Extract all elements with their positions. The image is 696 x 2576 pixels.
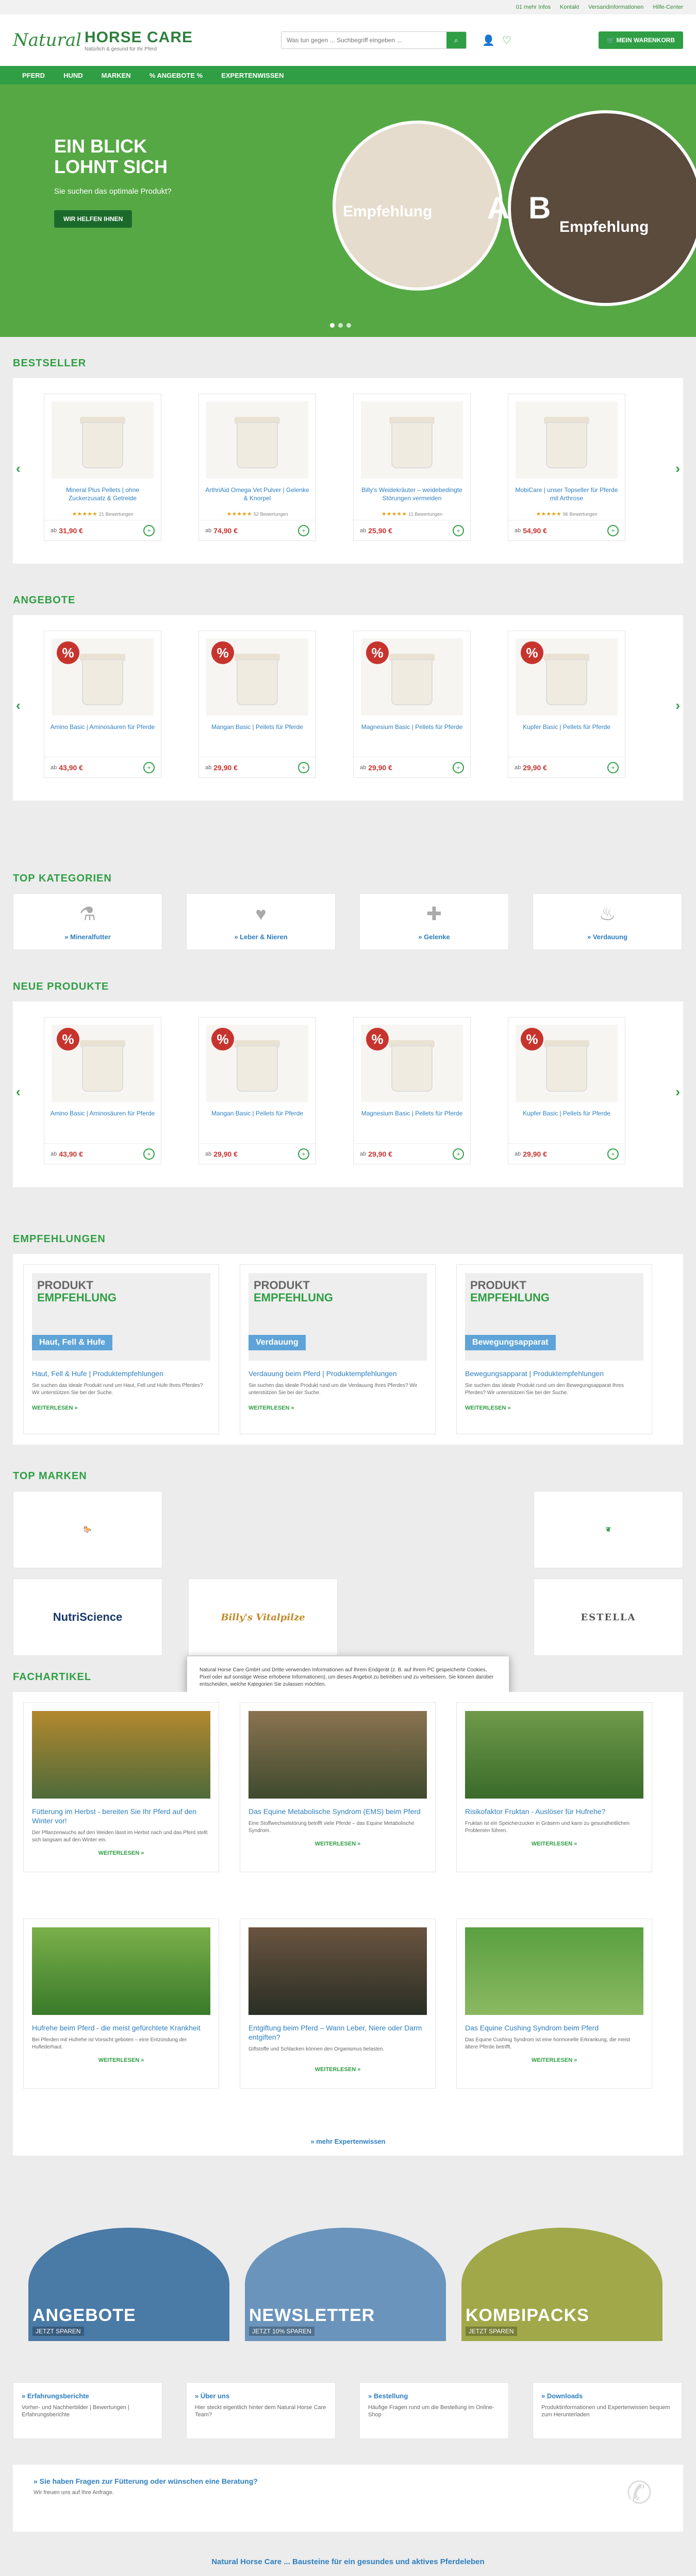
promo-sublabel: JETZT SPAREN [466, 2327, 517, 2336]
topbar-link-versand[interactable]: Versandinformationen [588, 4, 644, 10]
topbar-link-kontakt[interactable]: Kontakt [559, 4, 579, 10]
section-title-kategorien: TOP KATEGORIEN [13, 873, 112, 884]
product-name[interactable]: Billy's Weidekräuter – weidebedingte Störungen vermeiden [361, 486, 462, 502]
product-price: 43,90 € [59, 1149, 83, 1158]
product-name[interactable]: Mangan Basic | Pellets für Pferde [211, 1110, 303, 1117]
promo-circle[interactable] [245, 2228, 446, 2377]
product-price: 25,90 € [368, 526, 392, 535]
article-card[interactable] [456, 1919, 652, 2089]
section-title-marken: TOP MARKEN [13, 1470, 87, 1482]
category-tile[interactable] [533, 893, 682, 950]
product-footer [44, 757, 161, 777]
discount-badge: % [521, 1028, 543, 1050]
discount-badge: % [57, 1028, 79, 1050]
info-desc: Hier steckt eigentlich hinter dem Natural Horse Care Team? [195, 2404, 326, 2418]
product-price: 29,90 € [368, 1149, 392, 1158]
banner-heading-top: PRODUKT [37, 1279, 93, 1292]
search-button[interactable] [446, 32, 466, 48]
logo-name: HORSE CARE [84, 28, 193, 46]
discount-badge: % [211, 641, 234, 664]
neu-carousel [13, 1002, 683, 1187]
info-box[interactable] [13, 2382, 162, 2439]
product-rating [44, 511, 161, 520]
product-image[interactable] [52, 638, 154, 716]
promo-label: KOMBIPACKS [466, 2306, 589, 2325]
article-card[interactable] [240, 1919, 436, 2089]
article-photo[interactable] [32, 1927, 210, 2015]
hero-letter-a: A [487, 191, 510, 225]
category-tile[interactable] [359, 893, 509, 950]
category-label[interactable]: » Leber & Nieren [234, 933, 288, 941]
product-price: 29,90 € [523, 763, 547, 772]
product-jar [237, 422, 278, 468]
article-desc: Eine Stoffwechselstörung betrifft viele Pferde – das Equine Metabolische Syndrom. [248, 1821, 415, 1834]
nav-item-angebote[interactable]: % ANGEBOTE % [149, 71, 203, 79]
banner-label: Verdauung [248, 1335, 306, 1350]
product-name[interactable]: MobiCare | unser Topseller für Pferde mit Arthrose [515, 486, 618, 502]
article-card[interactable] [23, 1702, 219, 1872]
add-to-cart-icon[interactable]: + [143, 1148, 155, 1160]
article-photo[interactable] [465, 1927, 643, 2015]
product-rating [354, 1134, 470, 1143]
hero-slider [0, 84, 696, 337]
discount-badge: % [57, 641, 79, 664]
product-price: 29,90 € [213, 1149, 238, 1158]
product-image[interactable] [361, 638, 463, 716]
empfehlungen-panel [13, 1254, 683, 1445]
product-image[interactable] [516, 638, 618, 716]
product-footer [199, 520, 316, 540]
product-card[interactable] [353, 631, 471, 778]
product-footer [508, 757, 625, 777]
carousel-prev-icon[interactable]: ‹ [16, 461, 21, 476]
article-desc: Bei Pferden mit Hufrehe ist Vorsicht geboten – eine Entzündung der Huflederhaut. [32, 2037, 187, 2050]
product-footer [508, 520, 625, 540]
rating-count: 11 Bewertungen [408, 512, 443, 517]
read-more-link[interactable]: WEITERLESEN » [314, 1841, 361, 1847]
product-image[interactable] [52, 1025, 154, 1102]
product-footer [354, 520, 470, 540]
product-jar [237, 1045, 278, 1092]
info-box[interactable] [533, 2382, 682, 2439]
article-title[interactable]: Das Equine Cushing Syndrom beim Pferd [465, 2024, 599, 2032]
banner-heading [37, 1279, 117, 1304]
topbar-link-info[interactable]: 01 mehr Infos [516, 4, 551, 10]
add-to-cart-icon[interactable]: + [143, 525, 155, 536]
add-to-cart-icon[interactable]: + [298, 1148, 309, 1160]
product-jar [546, 422, 587, 468]
add-to-cart-icon[interactable]: + [453, 525, 464, 536]
brand-tile-leaf[interactable] [534, 1491, 683, 1568]
product-name[interactable]: Mineral Plus Pellets | ohne Zuckerzusatz & Getreide [66, 486, 139, 502]
product-image[interactable] [206, 401, 308, 479]
recommendation-title[interactable]: Bewegungsapparat | Produktempfehlungen [465, 1369, 604, 1378]
add-to-cart-icon[interactable]: + [143, 762, 155, 773]
hero-letter-b: B [528, 191, 551, 225]
heart-icon[interactable]: ♡ [502, 35, 511, 46]
recommendation-card[interactable] [23, 1264, 219, 1434]
nav-item-expertenwissen[interactable]: EXPERTENWISSEN [221, 71, 284, 79]
read-more-link[interactable]: WEITERLESEN » [248, 1405, 294, 1411]
info-box[interactable] [186, 2382, 336, 2439]
rating-stars: ★★★★★ [226, 511, 252, 517]
carousel-next-icon[interactable]: › [675, 1084, 680, 1099]
price-prefix: ab [360, 764, 367, 771]
price-prefix: ab [360, 527, 367, 534]
question-desc: Wir freuen uns auf Ihre Anfrage. [34, 2489, 114, 2496]
product-rating [354, 511, 470, 520]
rating-stars: ★★★★★ [381, 511, 407, 517]
category-tile[interactable] [186, 893, 336, 950]
add-to-cart-icon[interactable]: + [298, 525, 309, 536]
nav-item-marken[interactable]: MARKEN [101, 71, 131, 79]
category-label[interactable]: » Mineralfutter [64, 933, 111, 941]
user-icon[interactable]: 👤 [482, 35, 495, 46]
brand-tile-horse[interactable] [13, 1491, 162, 1568]
search-icon: ⌕ [454, 36, 459, 45]
product-name[interactable]: Amino Basic | Aminosäuren für Pferde [50, 1110, 155, 1117]
recommendation-title[interactable]: Verdauung beim Pferd | Produktempfehlungen [248, 1369, 397, 1378]
product-jar [391, 422, 433, 468]
info-desc: Produktinformationen und Expertenwissen bequem zum Herunterladen [541, 2404, 670, 2418]
add-to-cart-icon[interactable]: + [607, 1148, 619, 1160]
nav-item-pferd[interactable]: PFERD [22, 71, 45, 79]
article-title[interactable]: Entgiftung beim Pferd – Wann Leber, Niere oder Darm entgiften? [248, 2024, 422, 2041]
product-rating [508, 511, 625, 520]
section-title-empfehlungen: EMPFEHLUNGEN [13, 1233, 106, 1245]
slogan: Natural Horse Care ... Bausteine für ein gesundes und aktives Pferdeleben [211, 2557, 485, 2566]
promo-image [245, 2228, 446, 2341]
product-card[interactable] [508, 631, 625, 778]
product-rating [44, 1134, 161, 1143]
more-experts-link[interactable]: » mehr Expertenwissen [310, 2138, 386, 2145]
discount-badge: % [366, 641, 389, 664]
banner-heading-top: PRODUKT [254, 1279, 310, 1292]
article-card[interactable] [456, 1702, 652, 1872]
banner-heading-em: EMPFEHLUNG [470, 1291, 550, 1304]
info-title[interactable]: » Erfahrungsberichte [22, 2392, 89, 2400]
carousel-next-icon[interactable]: › [675, 461, 680, 476]
product-footer [44, 520, 161, 540]
article-title[interactable]: Fütterung im Herbst - bereiten Sie Ihr Pferd auf den Winter vor! [32, 1807, 197, 1825]
recommendation-desc: Sie suchen das ideale Produkt rund um Haut, Fell und Hufe Ihres Pferdes? Wir unterstützen Sie bei der Suche. [32, 1383, 203, 1396]
recommendation-banner [465, 1273, 643, 1361]
product-price: 29,90 € [368, 763, 392, 772]
product-name[interactable]: Kupfer Basic | Pellets für Pferde [523, 1110, 610, 1117]
article-photo[interactable] [248, 1711, 427, 1799]
read-more-link[interactable]: WEITERLESEN » [531, 1841, 577, 1847]
product-image[interactable] [52, 401, 154, 479]
price-prefix: ab [205, 1150, 212, 1157]
phone-icon: ✆ [626, 2476, 652, 2510]
question-box [13, 2465, 683, 2532]
hero-label-b: Empfehlung [559, 218, 649, 235]
slider-dot[interactable] [346, 323, 351, 328]
banner-heading [254, 1279, 333, 1304]
fachartikel-panel [13, 1692, 683, 2156]
banner-heading-top: PRODUKT [470, 1279, 526, 1292]
topbar-link-hilfe[interactable]: Hilfe-Center [653, 4, 683, 10]
cart-icon: 🛒 [607, 37, 617, 44]
product-card[interactable] [353, 1017, 471, 1164]
slider-dot[interactable] [338, 323, 343, 328]
carousel-prev-icon[interactable]: ‹ [16, 1084, 21, 1099]
cart-button[interactable]: 🛒 MEIN WARENKORB [599, 31, 683, 49]
price-prefix: ab [51, 527, 57, 534]
price-prefix: ab [515, 1150, 521, 1157]
add-to-cart-icon[interactable]: + [453, 1148, 464, 1160]
product-name[interactable]: Magnesium Basic | Pellets für Pferde [361, 1110, 463, 1117]
article-desc: Der Pflanzenwuchs auf den Weiden lässt im Herbst nach und das Pferd stellt sich langsam auf den Winter ein. [32, 1830, 208, 1843]
product-name[interactable]: Magnesium Basic | Pellets für Pferde [361, 723, 463, 731]
product-rating [199, 511, 316, 520]
product-card[interactable] [44, 1017, 161, 1164]
product-card[interactable] [198, 631, 316, 778]
price-prefix: ab [515, 764, 521, 771]
price-prefix: ab [205, 764, 212, 771]
product-jar [546, 659, 587, 705]
rating-count: 21 Bewertungen [98, 512, 134, 517]
discount-badge: % [366, 1028, 389, 1050]
product-image[interactable] [516, 401, 618, 479]
product-rating [508, 748, 625, 757]
price-prefix: ab [515, 527, 521, 534]
article-desc: Giftstoffe und Schlacken können den Organismus belasten. [248, 2046, 385, 2052]
slider-dots [330, 323, 351, 328]
article-card[interactable] [23, 1919, 219, 2089]
nav-item-hund[interactable]: HUND [63, 71, 83, 79]
banner-label: Bewegungsapparat [465, 1335, 556, 1350]
read-more-link[interactable]: WEITERLESEN » [465, 1405, 511, 1411]
product-jar [391, 659, 433, 705]
product-rating [44, 748, 161, 757]
hero-title: EIN BLICK LOHNT SICH [54, 135, 168, 177]
hero-cta-button[interactable]: WIR HELFEN IHNEN [54, 210, 132, 228]
category-icon: ♨ [599, 903, 616, 924]
product-name[interactable]: ArthriAid Omega Vet Pulver | Gelenke & Knorpel [205, 486, 309, 502]
read-more-link[interactable]: WEITERLESEN » [531, 2057, 577, 2063]
article-title[interactable]: Das Equine Metabolische Syndrom (EMS) beim Pferd [248, 1807, 421, 1816]
category-icon: ✚ [426, 903, 442, 924]
add-to-cart-icon[interactable]: + [607, 762, 619, 773]
info-title[interactable]: » Downloads [541, 2392, 583, 2400]
section-title-neu: NEUE PRODUKTE [13, 981, 109, 992]
brand-tile-estella[interactable]: ESTELLA [534, 1579, 683, 1656]
banner-heading [470, 1279, 550, 1304]
product-price: 29,90 € [523, 1149, 547, 1158]
top-bar [0, 0, 696, 14]
product-footer [354, 757, 470, 777]
article-title[interactable]: Hufrehe beim Pferd - die meist gefürchtete Krankheit [32, 2024, 201, 2032]
section-title-fachartikel: FACHARTIKEL [13, 1671, 92, 1683]
header-icons [482, 34, 511, 47]
article-title[interactable]: Risikofaktor Fruktan - Auslöser für Hufrehe? [465, 1807, 606, 1816]
article-photo[interactable] [248, 1927, 427, 2015]
article-photo[interactable] [465, 1711, 643, 1799]
read-more-link[interactable]: WEITERLESEN » [32, 1405, 78, 1411]
carousel-prev-icon[interactable]: ‹ [16, 698, 21, 713]
hero-text [54, 136, 183, 228]
banner-heading-em: EMPFEHLUNG [254, 1291, 333, 1304]
product-card[interactable] [198, 394, 316, 541]
product-card[interactable] [353, 394, 471, 541]
product-jar [82, 659, 123, 705]
price-prefix: ab [205, 527, 212, 534]
category-icon: ♥ [255, 903, 267, 924]
brand-tile-nutriscience[interactable]: NutriScience [13, 1579, 162, 1656]
product-image[interactable] [516, 1025, 618, 1102]
promo-image [461, 2228, 662, 2341]
product-jar [391, 1045, 433, 1092]
promo-sublabel: JETZT 10% SPAREN [249, 2327, 314, 2336]
product-footer [199, 1143, 316, 1164]
product-image[interactable] [361, 1025, 463, 1102]
promo-label: NEWSLETTER [249, 2306, 375, 2325]
product-jar [82, 1045, 123, 1092]
product-name[interactable]: Mangan Basic | Pellets für Pferde [211, 723, 303, 731]
product-card[interactable] [198, 1017, 316, 1164]
bestseller-carousel [13, 378, 683, 564]
price-prefix: ab [51, 764, 57, 771]
product-name[interactable]: Amino Basic | Aminosäuren für Pferde [50, 723, 155, 731]
product-image[interactable] [206, 638, 308, 716]
banner-label: Haut, Fell & Hufe [32, 1335, 112, 1350]
price-prefix: ab [51, 1150, 57, 1157]
main-nav [0, 66, 696, 84]
price-prefix: ab [360, 1150, 367, 1157]
product-footer [354, 1143, 470, 1164]
product-jar [237, 659, 278, 705]
product-rating [199, 748, 316, 757]
product-jar [82, 422, 123, 468]
logo-mark: Natural [13, 30, 81, 50]
product-rating [199, 1134, 316, 1143]
hero-subtitle: Sie suchen das optimale Produkt? [54, 187, 172, 196]
leaf-logo-icon: ❦ [605, 1526, 611, 1533]
carousel-next-icon[interactable]: › [675, 698, 680, 713]
recommendation-desc: Sie suchen das ideale Produkt rund um die Verdauung Ihres Pferdes? Wir unterstützen Sie bei der Suche. [248, 1383, 418, 1396]
horse-logo-icon: 🐎 [83, 1526, 92, 1533]
read-more-link[interactable]: WEITERLESEN » [98, 1850, 144, 1856]
rating-stars: ★★★★★ [72, 511, 97, 517]
brand-tile-billys[interactable]: Billy's Vitalpilze [188, 1579, 338, 1656]
add-to-cart-icon[interactable]: + [607, 525, 619, 536]
product-rating [508, 1134, 625, 1143]
info-desc: Vorher- und Nachherbilder | Bewertungen | Erfahrungsberichte [22, 2404, 129, 2418]
search-input[interactable] [281, 32, 446, 48]
section-title-angebote: ANGEBOTE [13, 595, 76, 606]
product-card[interactable] [508, 394, 625, 541]
promo-image [28, 2228, 229, 2341]
banner-heading-em: EMPFEHLUNG [37, 1291, 117, 1304]
category-label[interactable]: » Verdauung [587, 933, 628, 941]
article-photo[interactable] [32, 1711, 210, 1799]
product-footer [508, 1143, 625, 1164]
recommendation-banner [248, 1273, 427, 1361]
recommendation-card[interactable] [456, 1264, 652, 1434]
add-to-cart-icon[interactable]: + [298, 762, 309, 773]
recommendation-banner [32, 1273, 210, 1361]
rating-count: 52 Bewertungen [253, 512, 288, 517]
product-footer [199, 757, 316, 777]
header [0, 14, 696, 66]
product-rating [354, 748, 470, 757]
product-price: 29,90 € [213, 763, 238, 772]
logo-subtitle: Natürlich & gesund für Ihr Pferd [84, 46, 157, 52]
product-name[interactable]: Kupfer Basic | Pellets für Pferde [523, 723, 610, 731]
info-title[interactable]: » Bestellung [368, 2392, 408, 2400]
hero-label-a: Empfehlung [343, 203, 433, 220]
read-more-link[interactable]: WEITERLESEN » [98, 2057, 144, 2063]
info-desc: Häufige Fragen rund um die Bestellung im Online-Shop [368, 2404, 494, 2418]
product-image[interactable] [206, 1025, 308, 1102]
promo-label: ANGEBOTE [32, 2306, 136, 2325]
product-footer [44, 1143, 161, 1164]
recommendation-card[interactable] [240, 1264, 436, 1434]
rating-count: 96 Bewertungen [562, 512, 598, 517]
category-icon: ⚗ [79, 903, 96, 924]
slider-dot[interactable] [330, 323, 335, 328]
question-title[interactable]: » Sie haben Fragen zur Fütterung oder wünschen eine Beratung? [34, 2477, 258, 2485]
product-jar [546, 1045, 587, 1092]
article-desc: Fruktan ist ein Speicherzucker in Gräsern und kann zu gesundheitlichen Problemen führen. [465, 1821, 630, 1834]
product-card[interactable] [44, 631, 161, 778]
product-card[interactable] [508, 1017, 625, 1164]
product-price: 54,90 € [523, 526, 547, 535]
category-label[interactable]: » Gelenke [418, 933, 450, 941]
product-card[interactable] [44, 394, 161, 541]
product-price: 43,90 € [59, 763, 83, 772]
logo[interactable] [13, 29, 281, 52]
recommendation-desc: Sie suchen das ideale Produkt rund um den Bewegungsapparat Ihres Pferdes? Wir unterstützen Sie bei der Suche. [465, 1383, 624, 1396]
section-title-bestseller: BESTSELLER [13, 358, 87, 369]
recommendation-title[interactable]: Haut, Fell & Hufe | Produktempfehlungen [32, 1369, 164, 1378]
info-title[interactable]: » Über uns [195, 2392, 230, 2400]
discount-badge: % [211, 1028, 234, 1050]
rating-stars: ★★★★★ [536, 511, 561, 517]
info-box[interactable] [359, 2382, 509, 2439]
promo-sublabel: JETZT SPAREN [32, 2327, 84, 2336]
add-to-cart-icon[interactable]: + [453, 762, 464, 773]
category-tile[interactable] [13, 893, 162, 950]
product-image[interactable] [361, 401, 463, 479]
angebote-carousel [13, 615, 683, 801]
product-price: 74,90 € [213, 526, 238, 535]
cookie-text: Natural Horse Care GmbH und Dritte verwenden Informationen auf Ihrem Endgerät (z. B. auf Ihrem PC gespeicherte Cookies, Pixel oder auf sonstige Weise erhobene Informationen), um dieses Angebot zu betreiben und zu verbessern. Sie können darüber entscheiden, welche Kategorien Sie zulassen möchten. [200, 1667, 494, 1687]
discount-badge: % [521, 641, 543, 664]
article-card[interactable] [240, 1702, 436, 1872]
article-desc: Das Equine Cushing Syndrom ist eine hormonelle Erkrankung, die meist ältere Pferde betrifft. [465, 2037, 631, 2050]
promo-circle[interactable] [461, 2228, 662, 2377]
read-more-link[interactable]: WEITERLESEN » [314, 2066, 361, 2073]
search-box [281, 31, 467, 49]
promo-circle[interactable] [28, 2228, 229, 2377]
product-price: 31,90 € [59, 526, 83, 535]
